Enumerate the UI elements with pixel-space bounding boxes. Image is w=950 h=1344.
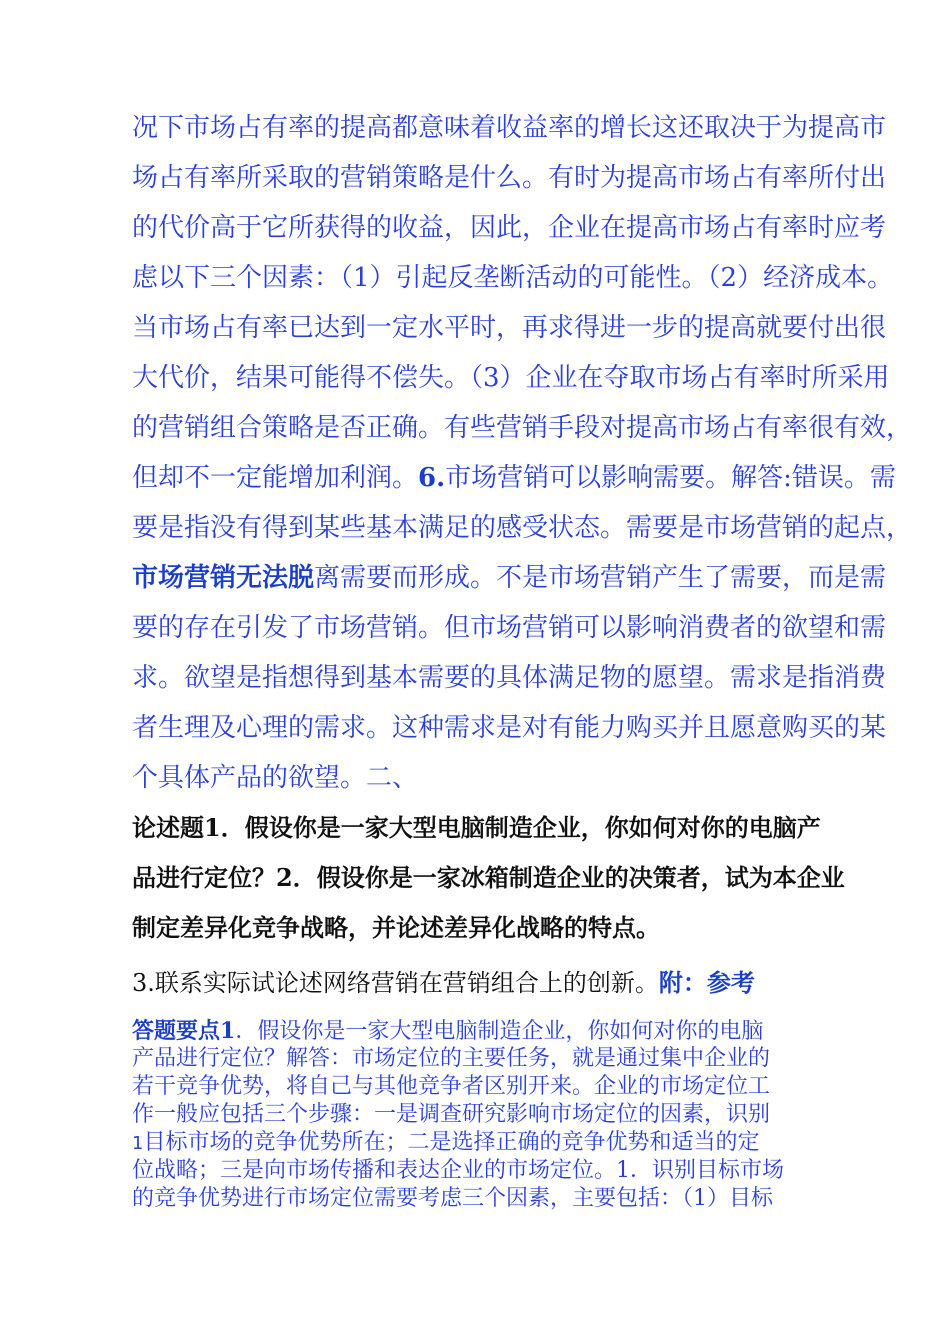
paragraph-line: 大代价，结果可能得不偿失。（3）企业在夺取市场占有率时所采用	[132, 363, 890, 393]
page-number: 1	[132, 1133, 144, 1154]
answer-line: 位战略；三是向市场传播和表达企业的市场定位。1．识别目标市场	[132, 1158, 784, 1183]
paragraph-line: 要的存在引发了市场营销。但市场营销可以影响消费者的欲望和需	[132, 613, 887, 643]
paragraph-line: 者生理及心理的需求。这种需求是对有能力购买并且愿意购买的某	[132, 713, 887, 743]
paragraph-line: 场占有率所采取的营销策略是什么。有时为提高市场占有率所付出	[132, 163, 887, 193]
paragraph-line: 求。欲望是指想得到基本需要的具体满足物的愿望。需求是指消费	[132, 663, 887, 693]
answer-line: 的竞争优势进行市场定位需要考虑三个因素，主要包括：（1）目标	[132, 1186, 773, 1211]
paragraph-line: 虑以下三个因素：（1）引起反垄断活动的可能性。（2）经济成本。	[132, 263, 894, 293]
paragraph-line: 要是指没有得到某些基本满足的感受状态。需要是市场营销的起点，	[132, 513, 913, 543]
paragraph-text: 离需要而形成。不是市场营销产生了需要，而是需	[314, 563, 887, 593]
question-text: 3.联系实际试论述网络营销在营销组合上的创新。	[132, 969, 659, 997]
question-line	[132, 968, 755, 998]
paragraph-line: 当市场占有率已达到一定水平时，再求得进一步的提高就要付出很	[132, 313, 887, 343]
answer-heading: 答题要点1	[132, 1018, 236, 1044]
question-line: 论述题1．假设你是一家大型电脑制造企业，你如何对你的电脑产	[132, 813, 821, 842]
paragraph-text: 市场营销可以影响需要。解答:错误。需	[445, 463, 896, 493]
appendix-label: 附：参考	[658, 968, 755, 997]
answer-text: 目标市场的竞争优势所在；二是选择正确的竞争优势和适当的定	[143, 1130, 760, 1155]
answer-line: 若干竞争优势，将自己与其他竞争者区别开来。企业的市场定位工	[132, 1074, 771, 1099]
paragraph-line	[132, 463, 896, 493]
answer-line: 作一般应包括三个步骤：一是调查研究影响市场定位的因素，识别	[132, 1102, 771, 1127]
paragraph-text: 但却不一定能增加利润。	[132, 463, 419, 493]
paragraph-line	[132, 563, 886, 593]
answer-line	[132, 1130, 759, 1157]
question-line: 制定差异化竞争战略，并论述差异化战略的特点。	[132, 913, 660, 942]
paragraph-line: 个具体产品的欲望。二、	[132, 763, 419, 793]
answer-line: 产品进行定位？解答：市场定位的主要任务，就是通过集中企业的	[132, 1046, 771, 1071]
paragraph-line: 的代价高于它所获得的收益，因此，企业在提高市场占有率时应考	[132, 213, 887, 243]
paragraph-line: 况下市场占有率的提高都意味着收益率的增长这还取决于为提高市	[132, 113, 887, 143]
highlighted-text: 市场营销无法脱	[132, 563, 315, 593]
answer-line	[132, 1018, 763, 1045]
answer-text: ．假设你是一家大型电脑制造企业，你如何对你的电脑	[235, 1019, 764, 1044]
question-line: 品进行定位？2．假设你是一家冰箱制造企业的决策者，试为本企业	[132, 863, 845, 892]
paragraph-line: 的营销组合策略是否正确。有些营销手段对提高市场占有率很有效，	[132, 413, 913, 443]
item-number: 6.	[418, 463, 446, 493]
